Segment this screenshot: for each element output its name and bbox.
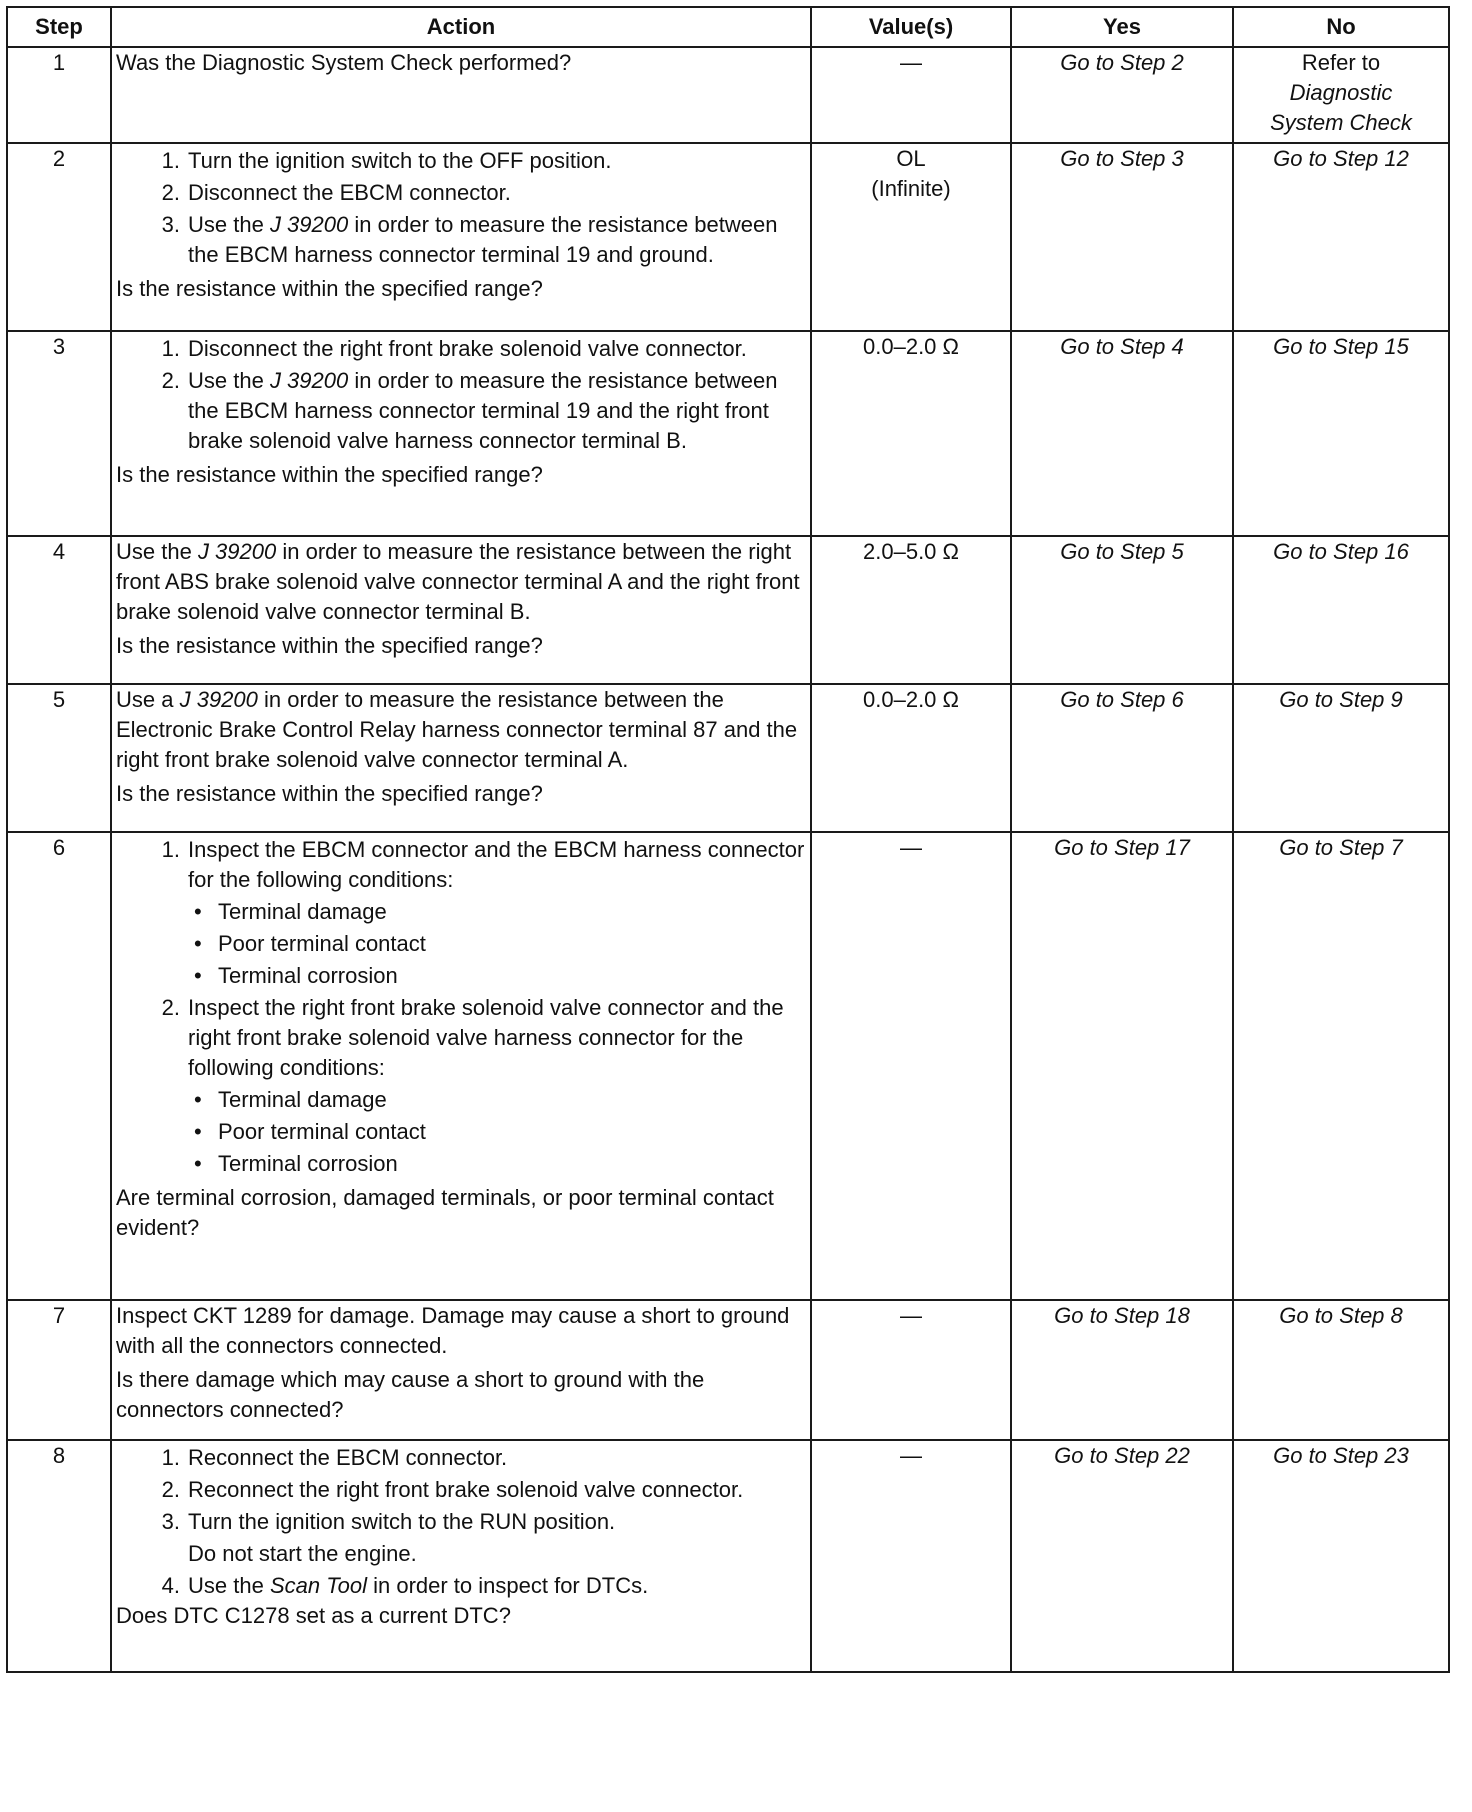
question-text: Are terminal corrosion, damaged terminals, or poor terminal contact evident? (116, 1185, 774, 1240)
table-row (7, 143, 1449, 331)
action-cell (111, 536, 811, 684)
item-text: Turn the ignition switch to the RUN position. (188, 1509, 616, 1534)
tool-name: J 39200 (269, 212, 349, 237)
item-number: 2. (161, 368, 180, 393)
item-number: 1. (161, 837, 180, 862)
table-row (7, 47, 1449, 143)
bullet-icon: • (194, 963, 202, 988)
question-text: Is there damage which may cause a short to ground with the connectors connected? (116, 1367, 705, 1422)
list-item (116, 178, 806, 208)
item-text: Disconnect the right front brake solenoid valve connector. (188, 336, 747, 361)
yes-cell: Go to Step 18 (1011, 1300, 1233, 1440)
value-cell: 0.0–2.0 Ω (811, 684, 1011, 832)
value-cell: — (811, 832, 1011, 1300)
value-cell (811, 143, 1011, 331)
condition-item (116, 929, 806, 959)
no-cell (1233, 47, 1449, 143)
list-item (116, 993, 806, 1083)
header-row (7, 7, 1449, 47)
no-cell: Go to Step 12 (1233, 143, 1449, 331)
condition-text: Terminal corrosion (218, 1151, 398, 1176)
item-number: 1. (161, 148, 180, 173)
condition-text: Poor terminal contact (218, 1119, 426, 1144)
condition-item (116, 897, 806, 927)
step-number: 2 (7, 143, 111, 331)
table-row (7, 832, 1449, 1300)
yes-cell: Go to Step 2 (1011, 47, 1233, 143)
item-number: 2. (161, 995, 180, 1020)
condition-item (116, 961, 806, 991)
header-value: Value(s) (811, 7, 1011, 47)
list-item (116, 334, 806, 364)
question-text: Is the resistance within the specified range? (116, 781, 543, 806)
action-text: Inspect CKT 1289 for damage. Damage may cause a short to ground with all the connectors connected. (116, 1303, 790, 1358)
item-number: 2. (161, 180, 180, 205)
item-number: 3. (161, 212, 180, 237)
item-text: Use the J 39200 in order to measure the resistance between the EBCM harness connector terminal 19 and ground. (188, 212, 778, 267)
action-cell (111, 1440, 811, 1672)
action-cell (111, 832, 811, 1300)
condition-item (116, 1085, 806, 1115)
value-cell: 0.0–2.0 Ω (811, 331, 1011, 536)
condition-text: Terminal damage (218, 899, 387, 924)
table-row (7, 331, 1449, 536)
no-cell: Go to Step 16 (1233, 536, 1449, 684)
no-cell: Go to Step 15 (1233, 331, 1449, 536)
value-cell: — (811, 47, 1011, 143)
question-text: Is the resistance within the specified range? (116, 462, 543, 487)
bullet-icon: • (194, 1151, 202, 1176)
table-row (7, 1300, 1449, 1440)
list-item (116, 1507, 806, 1537)
action-text: Use a J 39200 in order to measure the resistance between the Electronic Brake Control Relay harness connector terminal 87 and the right front brake solenoid valve connector terminal A. (116, 687, 798, 772)
yes-cell: Go to Step 22 (1011, 1440, 1233, 1672)
table-row (7, 1440, 1449, 1672)
item-text: Use the J 39200 in order to measure the resistance between the EBCM harness connector terminal 19 and the right front brake solenoid valve harness connector terminal B. (188, 368, 778, 453)
header-no: No (1233, 7, 1449, 47)
table-row (7, 684, 1449, 832)
diagnostic-table (6, 6, 1450, 1673)
header-yes: Yes (1011, 7, 1233, 47)
action-cell (111, 684, 811, 832)
question-text: Is the resistance within the specified range? (116, 633, 543, 658)
condition-text: Terminal corrosion (218, 963, 398, 988)
bullet-icon: • (194, 899, 202, 924)
condition-item (116, 1117, 806, 1147)
item-text: Inspect the EBCM connector and the EBCM harness connector for the following conditions: (188, 837, 805, 892)
list-item (116, 1539, 806, 1569)
item-text: Reconnect the right front brake solenoid valve connector. (188, 1477, 744, 1502)
list-item (116, 210, 806, 270)
yes-cell: Go to Step 5 (1011, 536, 1233, 684)
bullet-icon: • (194, 931, 202, 956)
condition-text: Poor terminal contact (218, 931, 426, 956)
list-item (116, 1571, 806, 1601)
action-cell (111, 143, 811, 331)
value-line: OL (896, 146, 926, 171)
list-item (116, 146, 806, 176)
tool-name: Scan Tool (269, 1573, 367, 1598)
item-text: Inspect the right front brake solenoid valve connector and the right front brake solenoid valve harness connector for the following conditions: (188, 995, 784, 1080)
question-text: Is the resistance within the specified range? (116, 276, 543, 301)
step-number: 7 (7, 1300, 111, 1440)
item-text: Do not start the engine. (188, 1541, 417, 1566)
action-text: Was the Diagnostic System Check performed? (116, 50, 572, 75)
list-item (116, 1475, 806, 1505)
item-text: Turn the ignition switch to the OFF position. (188, 148, 612, 173)
item-text: Disconnect the EBCM connector. (188, 180, 511, 205)
no-line: Diagnostic (1289, 80, 1393, 105)
item-number: 1. (161, 1445, 180, 1470)
question-text: Does DTC C1278 set as a current DTC? (116, 1603, 511, 1628)
item-number: 4. (161, 1573, 180, 1598)
item-number: 3. (161, 1509, 180, 1534)
condition-item (116, 1149, 806, 1179)
value-cell: — (811, 1300, 1011, 1440)
list-item (116, 1443, 806, 1473)
value-cell: — (811, 1440, 1011, 1672)
no-cell: Go to Step 7 (1233, 832, 1449, 1300)
step-number: 5 (7, 684, 111, 832)
list-item (116, 835, 806, 895)
no-cell: Go to Step 9 (1233, 684, 1449, 832)
item-number: 2. (161, 1477, 180, 1502)
item-text: Reconnect the EBCM connector. (188, 1445, 508, 1470)
header-step: Step (7, 7, 111, 47)
step-number: 3 (7, 331, 111, 536)
tool-name: J 39200 (269, 368, 349, 393)
bullet-icon: • (194, 1087, 202, 1112)
item-number: 1. (161, 336, 180, 361)
no-cell: Go to Step 8 (1233, 1300, 1449, 1440)
bullet-icon: • (194, 1119, 202, 1144)
value-line: (Infinite) (871, 176, 951, 201)
no-line: Refer to (1301, 50, 1381, 75)
header-action: Action (111, 7, 811, 47)
step-number: 4 (7, 536, 111, 684)
step-number: 1 (7, 47, 111, 143)
yes-cell: Go to Step 3 (1011, 143, 1233, 331)
item-number (116, 1539, 188, 1569)
value-cell: 2.0–5.0 Ω (811, 536, 1011, 684)
step-number: 6 (7, 832, 111, 1300)
tool-name: J 39200 (197, 539, 277, 564)
yes-cell: Go to Step 6 (1011, 684, 1233, 832)
action-cell (111, 331, 811, 536)
list-item (116, 366, 806, 456)
step-number: 8 (7, 1440, 111, 1672)
yes-cell: Go to Step 4 (1011, 331, 1233, 536)
action-cell (111, 1300, 811, 1440)
item-text: Use the Scan Tool in order to inspect for DTCs. (188, 1573, 649, 1598)
table-row (7, 536, 1449, 684)
tool-name: J 39200 (179, 687, 258, 712)
action-cell (111, 47, 811, 143)
yes-cell: Go to Step 17 (1011, 832, 1233, 1300)
condition-text: Terminal damage (218, 1087, 387, 1112)
action-text: Use the J 39200 in order to measure the resistance between the right front ABS brake solenoid valve connector terminal A and the right front brake solenoid valve connector terminal B. (116, 539, 800, 624)
no-cell: Go to Step 23 (1233, 1440, 1449, 1672)
no-line: System Check (1270, 110, 1412, 135)
